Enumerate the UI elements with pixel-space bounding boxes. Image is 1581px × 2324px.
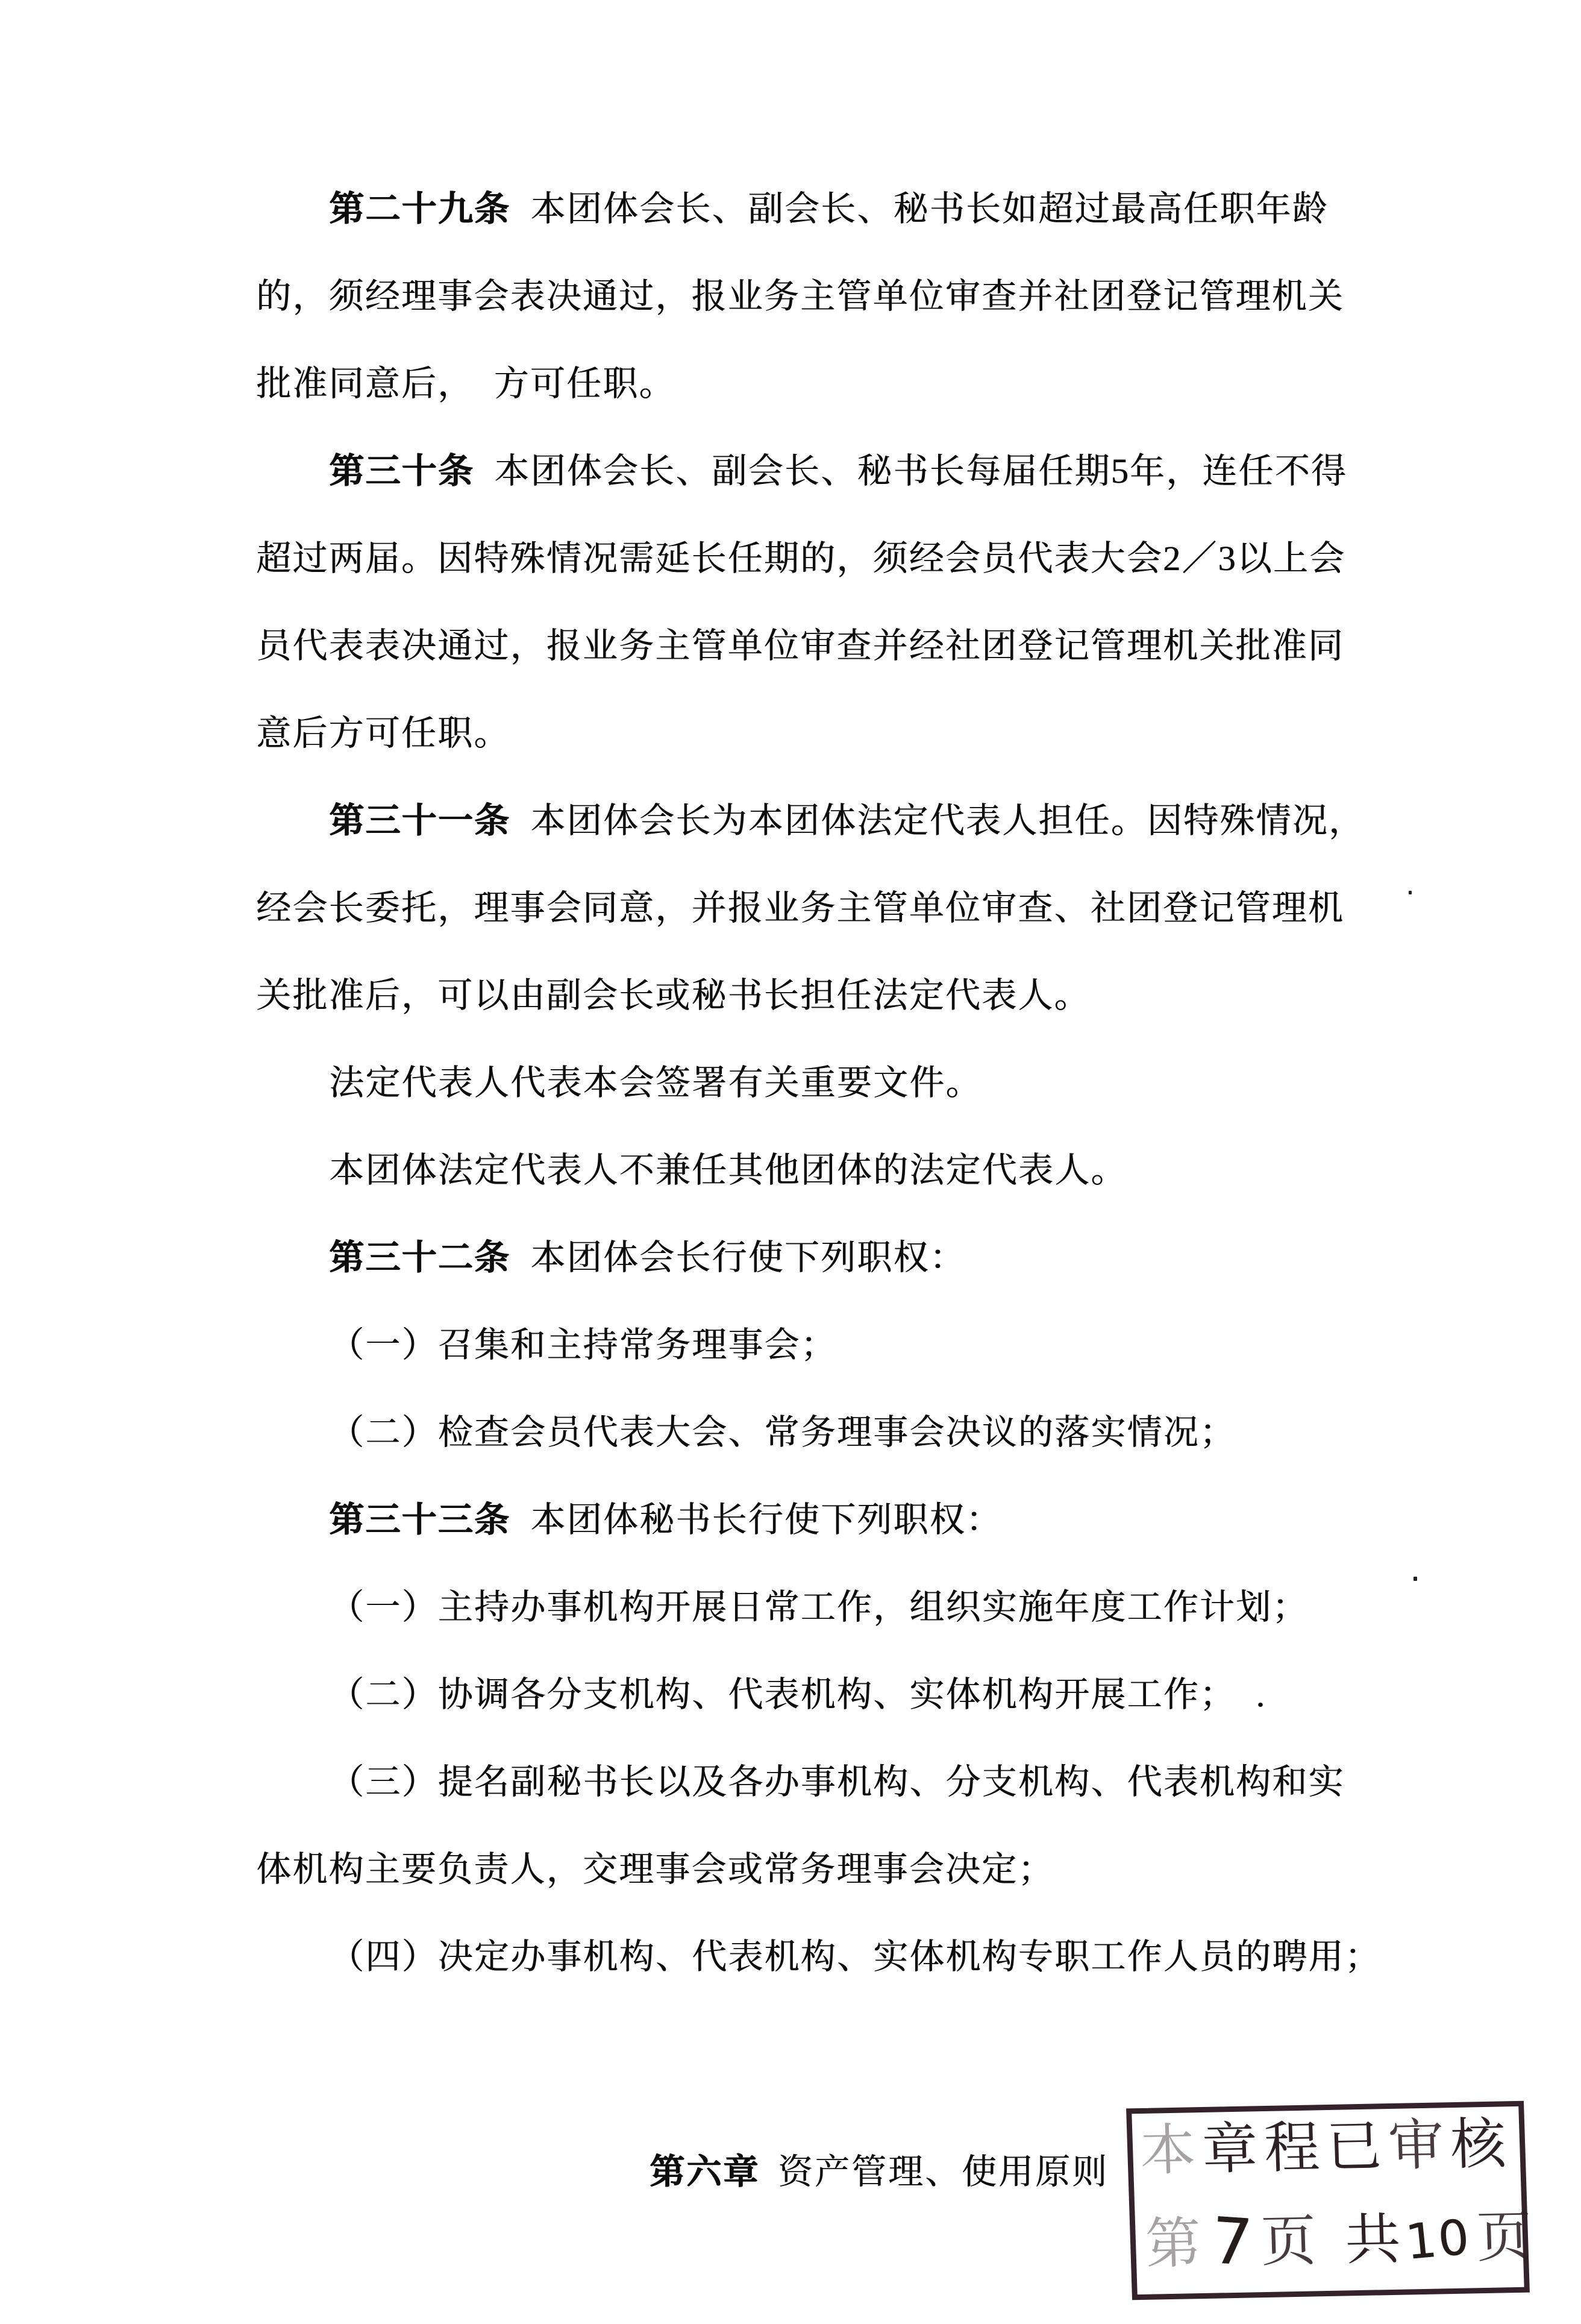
review-stamp <box>1126 2101 1533 2300</box>
text-segment: 超过两届。因特殊情况需延长任期的，须经会员代表大会2／3以上会 <box>256 539 1346 578</box>
text-line <box>256 1826 1581 1913</box>
text-line <box>256 864 1581 952</box>
text-segment: 关批准后，可以由副会长或秘书长担任法定代表人。 <box>256 976 1091 1015</box>
text-line <box>256 952 1581 1039</box>
text-line <box>256 340 1581 427</box>
text-line <box>256 777 1581 864</box>
text-segment: 本团体会长为本团体法定代表人担任。因特殊情况， <box>510 801 1365 840</box>
article-number: 第三十二条 <box>329 1238 511 1277</box>
stamp-character: 核 <box>1449 2113 1514 2176</box>
text-segment: （三）提名副秘书长以及各办事机构、分支机构、代表机构和实 <box>329 1762 1345 1801</box>
text-line <box>256 1039 1581 1126</box>
stamp-character: 已 <box>1325 2115 1389 2179</box>
chapter-title: 资产管理、使用原则 <box>778 2152 1109 2191</box>
text-line <box>256 427 1581 515</box>
text-line <box>256 1738 1581 1826</box>
text-line <box>256 1563 1581 1651</box>
text-line <box>256 165 1581 253</box>
text-line <box>256 1651 1581 1738</box>
text-segment: 意后方可任职。 <box>256 714 510 753</box>
text-segment: 的，须经理事会表决通过，报业务主管单位审查并社团登记管理机关 <box>256 277 1345 316</box>
text-line <box>256 1389 1581 1476</box>
text-segment: 经会长委托，理事会同意，并报业务主管单位审查、社团登记管理机 <box>256 888 1345 928</box>
stamp-line-2 <box>1144 2200 1533 2281</box>
article-number: 第二十九条 <box>329 189 511 228</box>
text-segment: 员代表表决通过，报业务主管单位审查并经社团登记管理机关批准同 <box>256 626 1345 665</box>
stamp-character: 共 <box>1344 2208 1402 2272</box>
text-line <box>256 602 1581 689</box>
stamp-character: 审 <box>1387 2114 1451 2178</box>
stamp-character: 章 <box>1201 2118 1265 2181</box>
text-segment: 本团体会长行使下列职权： <box>510 1238 966 1277</box>
article-number: 第三十三条 <box>329 1500 511 1539</box>
text-line <box>256 1301 1581 1389</box>
text-segment: 本团体秘书长行使下列职权： <box>510 1500 1003 1539</box>
text-segment: （二）协调各分支机构、代表机构、实体机构开展工作； . <box>329 1675 1266 1714</box>
scan-speck <box>1414 1577 1417 1581</box>
stamp-character: 页 <box>1259 2210 1318 2273</box>
article-number: 第三十一条 <box>329 801 511 840</box>
text-line <box>256 689 1581 777</box>
handwritten-page-total: 10 <box>1403 2208 1473 2271</box>
stamp-character: 程 <box>1263 2117 1327 2179</box>
text-segment: （一）主持办事机构开展日常工作，组织实施年度工作计划； <box>329 1588 1309 1627</box>
text-segment: 本团体会长、副会长、秘书长每届任期5年，连任不得 <box>474 451 1348 491</box>
text-line <box>256 1476 1581 1563</box>
text-segment: 本团体法定代表人不兼任其他团体的法定代表人。 <box>329 1151 1127 1190</box>
stamp-character: 页 <box>1475 2206 1533 2269</box>
text-segment: 体机构主要负责人，交理事会或常务理事会决定； <box>256 1850 1054 1889</box>
stamp-character: 第 <box>1144 2213 1202 2275</box>
text-segment: （一）召集和主持常务理事会； <box>329 1325 837 1365</box>
text-segment: （二）检查会员代表大会、常务理事会决议的落实情况； <box>329 1413 1236 1452</box>
text-line <box>256 515 1581 602</box>
text-segment: （四）决定办事机构、代表机构、实体机构专职工作人员的聘用； <box>329 1937 1381 1976</box>
text-segment: 本团体会长、副会长、秘书长如超过最高任职年龄 <box>510 189 1329 228</box>
text-segment: 法定代表人代表本会签署有关重要文件。 <box>329 1063 982 1102</box>
text-line <box>256 1214 1581 1301</box>
handwritten-page-number: 7 <box>1209 2203 1254 2281</box>
text-segment: 批准同意后， 方可任职。 <box>256 364 675 403</box>
stamp-character: 本 <box>1139 2119 1203 2182</box>
text-line <box>256 1913 1581 2000</box>
scan-speck <box>1409 891 1412 894</box>
article-number: 第三十条 <box>329 451 474 491</box>
text-line <box>256 253 1581 340</box>
text-line <box>256 1126 1581 1214</box>
chapter-number: 第六章 <box>649 2152 760 2191</box>
stamp-line-1 <box>1139 2110 1521 2185</box>
